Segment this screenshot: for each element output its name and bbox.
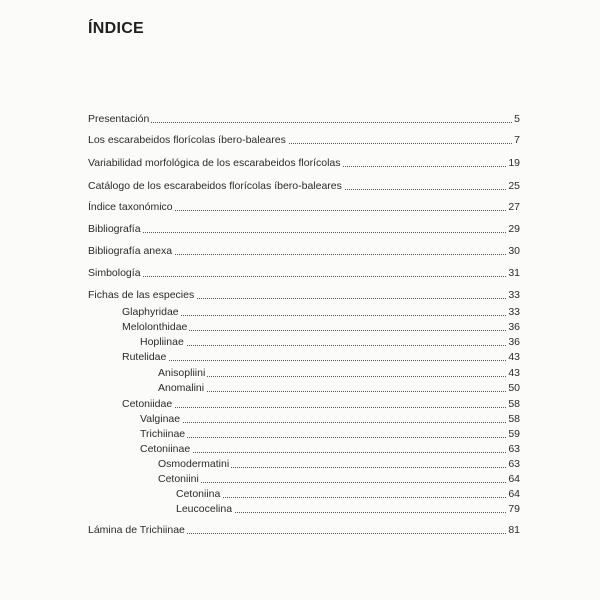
- toc-entry[interactable]: [88, 523, 520, 537]
- toc-entry-page: 81: [508, 524, 520, 536]
- toc-entry-title: Bibliografía anexa: [88, 245, 173, 257]
- toc-entry-page: 19: [508, 157, 520, 169]
- toc-entry-page: 36: [508, 336, 520, 348]
- toc-entry-title: Presentación: [88, 113, 150, 125]
- toc-entry-page: 43: [508, 351, 520, 363]
- dot-leader: [122, 315, 520, 316]
- toc-entry[interactable]: [88, 366, 520, 380]
- toc-entry-page: 30: [508, 245, 520, 257]
- toc-entry-title: Bibliografía: [88, 223, 141, 235]
- toc-entry-title: Anomalini: [158, 382, 205, 394]
- toc-entry-page: 7: [514, 134, 520, 146]
- toc-entry[interactable]: [88, 320, 520, 334]
- dot-leader: [158, 376, 520, 377]
- toc-entry-title: Variabilidad morfológica de los escarabeidos florícolas: [88, 157, 341, 169]
- dot-leader: [140, 422, 520, 423]
- toc-entry[interactable]: [88, 487, 520, 501]
- toc-entry-page: 5: [514, 113, 520, 125]
- dot-leader: [122, 360, 520, 361]
- toc-entry-page: 31: [508, 267, 520, 279]
- toc-entry[interactable]: [88, 427, 520, 441]
- dot-leader: [140, 452, 520, 453]
- toc-entry-title: Cetoniini: [158, 473, 199, 485]
- toc-entry[interactable]: [88, 156, 520, 170]
- toc-entry[interactable]: [88, 222, 520, 236]
- toc-entry[interactable]: [88, 335, 520, 349]
- toc-entry[interactable]: [88, 112, 520, 126]
- toc-entry-title: Simbología: [88, 267, 141, 279]
- toc-entry[interactable]: [88, 457, 520, 471]
- toc-entry-title: Catálogo de los escarabeidos florícolas íbero-baleares: [88, 180, 342, 192]
- toc-entry-page: 33: [508, 289, 520, 301]
- toc-entry[interactable]: [88, 442, 520, 456]
- dot-leader: [158, 391, 520, 392]
- toc-entry[interactable]: [88, 305, 520, 319]
- toc-entry-page: 64: [508, 488, 520, 500]
- toc-entry-title: Rutelidae: [122, 351, 167, 363]
- toc-entry-page: 33: [508, 306, 520, 318]
- toc-entry-title: Anisopliini: [158, 367, 206, 379]
- toc-entry-title: Los escarabeidos florícolas íbero-baleares: [88, 134, 286, 146]
- dot-leader: [122, 407, 520, 408]
- toc-entry[interactable]: [88, 288, 520, 302]
- dot-leader: [88, 122, 520, 123]
- toc-entry-page: 43: [508, 367, 520, 379]
- table-of-contents: [88, 0, 520, 600]
- toc-entry-title: Hopliinae: [140, 336, 184, 348]
- dot-leader: [158, 482, 520, 483]
- toc-entry[interactable]: [88, 472, 520, 486]
- toc-entry[interactable]: [88, 200, 520, 214]
- toc-entry[interactable]: [88, 266, 520, 280]
- dot-leader: [88, 232, 520, 233]
- dot-leader: [176, 497, 520, 498]
- toc-entry-page: 64: [508, 473, 520, 485]
- toc-entry-page: 29: [508, 223, 520, 235]
- toc-entry-page: 58: [508, 413, 520, 425]
- toc-entry-page: 58: [508, 398, 520, 410]
- dot-leader: [88, 276, 520, 277]
- dot-leader: [140, 437, 520, 438]
- toc-entry-title: Leucocelina: [176, 503, 233, 515]
- toc-entry-page: 63: [508, 443, 520, 455]
- toc-entry-title: Osmodermatini: [158, 458, 230, 470]
- toc-entry-title: Cetoniinae: [140, 443, 191, 455]
- toc-entry-page: 36: [508, 321, 520, 333]
- toc-entry[interactable]: [88, 133, 520, 147]
- toc-entry-title: Fichas de las especies: [88, 289, 195, 301]
- toc-entry[interactable]: [88, 244, 520, 258]
- toc-entry-title: Trichiinae: [140, 428, 186, 440]
- toc-entry-title: Cetoniina: [176, 488, 221, 500]
- toc-entry-page: 63: [508, 458, 520, 470]
- toc-entry-page: 27: [508, 201, 520, 213]
- toc-entry-title: Melolonthidae: [122, 321, 188, 333]
- toc-entry[interactable]: [88, 397, 520, 411]
- toc-entry[interactable]: [88, 179, 520, 193]
- toc-entry-page: 50: [508, 382, 520, 394]
- toc-entry-title: Cetoniidae: [122, 398, 173, 410]
- toc-entry-title: Glaphyridae: [122, 306, 179, 318]
- toc-entry[interactable]: [88, 502, 520, 516]
- toc-entry-title: Lámina de Trichiinae: [88, 524, 185, 536]
- toc-entry-title: Índice taxonómico: [88, 201, 173, 213]
- toc-entry[interactable]: [88, 412, 520, 426]
- toc-entry-page: 25: [508, 180, 520, 192]
- dot-leader: [140, 345, 520, 346]
- toc-entry-page: 59: [508, 428, 520, 440]
- page-title: ÍNDICE: [88, 20, 145, 37]
- toc-entry-title: Valginae: [140, 413, 181, 425]
- toc-entry[interactable]: [88, 350, 520, 364]
- toc-entry[interactable]: [88, 381, 520, 395]
- toc-entry-page: 79: [508, 503, 520, 515]
